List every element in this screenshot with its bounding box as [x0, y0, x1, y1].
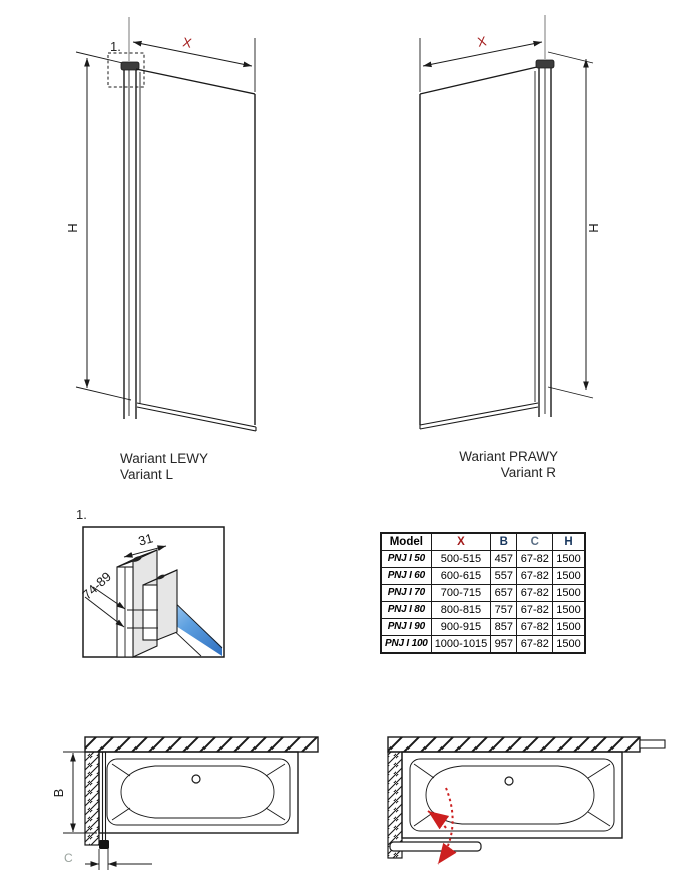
- spec-col-x: X: [431, 533, 491, 551]
- dim-c-label: C: [64, 851, 73, 865]
- model-cell: PNJ I 100: [381, 636, 431, 654]
- spec-cell: 67-82: [517, 619, 553, 636]
- variant-left-title-en: Variant L: [120, 467, 174, 482]
- spec-cell: 1500: [553, 619, 585, 636]
- spec-cell: 1500: [553, 568, 585, 585]
- dim-h-label-right: H: [586, 223, 601, 233]
- spec-col-c: C: [517, 533, 553, 551]
- dim-h-label-left: H: [65, 223, 80, 233]
- screen-panel-open: [390, 842, 481, 851]
- detail-view-marker: 1.: [76, 507, 87, 522]
- spec-cell: 67-82: [517, 636, 553, 654]
- spec-cell: 600-615: [431, 568, 491, 585]
- detail-1-view: [76, 507, 224, 657]
- variant-right-title-en: Variant R: [500, 465, 556, 480]
- spec-cell: 500-515: [431, 551, 491, 568]
- dim-width-right: [420, 15, 545, 92]
- detail-marker-label: 1.: [110, 39, 121, 54]
- dim-x-label-right: X: [476, 33, 488, 50]
- table-row: [381, 551, 585, 568]
- spec-cell: 1500: [553, 636, 585, 654]
- spec-cell: 957: [491, 636, 517, 654]
- table-row: [381, 602, 585, 619]
- spec-cell: 1500: [553, 551, 585, 568]
- spec-cell: 700-715: [431, 585, 491, 602]
- model-cell: PNJ I 90: [381, 619, 431, 636]
- spec-cell: 657: [491, 585, 517, 602]
- plan-view-left: [51, 737, 318, 870]
- variant-left-elevation: [65, 17, 256, 482]
- spec-cell: 1500: [553, 602, 585, 619]
- spec-col-b: B: [491, 533, 517, 551]
- glass-panel-right: [420, 67, 538, 429]
- bathtub-left: [99, 752, 298, 833]
- wall-profile-left: [121, 62, 139, 419]
- dim-74-89-label: 74-89: [79, 568, 115, 603]
- spec-cell: 67-82: [517, 585, 553, 602]
- dim-31-label: 31: [136, 530, 155, 549]
- wall-profile-right: [536, 60, 554, 417]
- variant-right-elevation: [420, 15, 601, 480]
- drain-icon: [505, 777, 513, 785]
- dim-b-label: B: [51, 788, 66, 798]
- variant-left-title-pl: Wariant LEWY: [120, 451, 209, 466]
- table-row: [381, 585, 585, 602]
- spec-cell: 900-915: [431, 619, 491, 636]
- spec-cell: 457: [491, 551, 517, 568]
- spec-table: [380, 532, 586, 654]
- bathtub-right: [402, 752, 622, 838]
- variant-right-title-pl: Wariant PRAWY: [459, 449, 558, 464]
- table-row: [381, 568, 585, 585]
- dim-height-left: [65, 52, 131, 400]
- dim-height-right: [548, 52, 601, 398]
- plan-view-right: [388, 737, 665, 864]
- spec-col-model: Model: [381, 533, 431, 551]
- dim-c: [64, 849, 152, 870]
- spec-cell: 67-82: [517, 602, 553, 619]
- spec-cell: 757: [491, 602, 517, 619]
- table-row: [381, 636, 585, 654]
- spec-table-header-row: [381, 533, 585, 551]
- spec-col-h: H: [553, 533, 585, 551]
- spec-cell: 800-815: [431, 602, 491, 619]
- model-cell: PNJ I 70: [381, 585, 431, 602]
- glass-panel-left: [136, 69, 256, 431]
- model-cell: PNJ I 60: [381, 568, 431, 585]
- dim-x-label-left: X: [181, 34, 193, 51]
- model-cell: PNJ I 50: [381, 551, 431, 568]
- spec-cell: 1000-1015: [431, 636, 491, 654]
- table-row: [381, 619, 585, 636]
- spec-cell: 857: [491, 619, 517, 636]
- spec-cell: 67-82: [517, 568, 553, 585]
- drain-icon: [192, 775, 200, 783]
- spec-cell: 1500: [553, 585, 585, 602]
- spec-cell: 557: [491, 568, 517, 585]
- spec-cell: 67-82: [517, 551, 553, 568]
- model-cell: PNJ I 80: [381, 602, 431, 619]
